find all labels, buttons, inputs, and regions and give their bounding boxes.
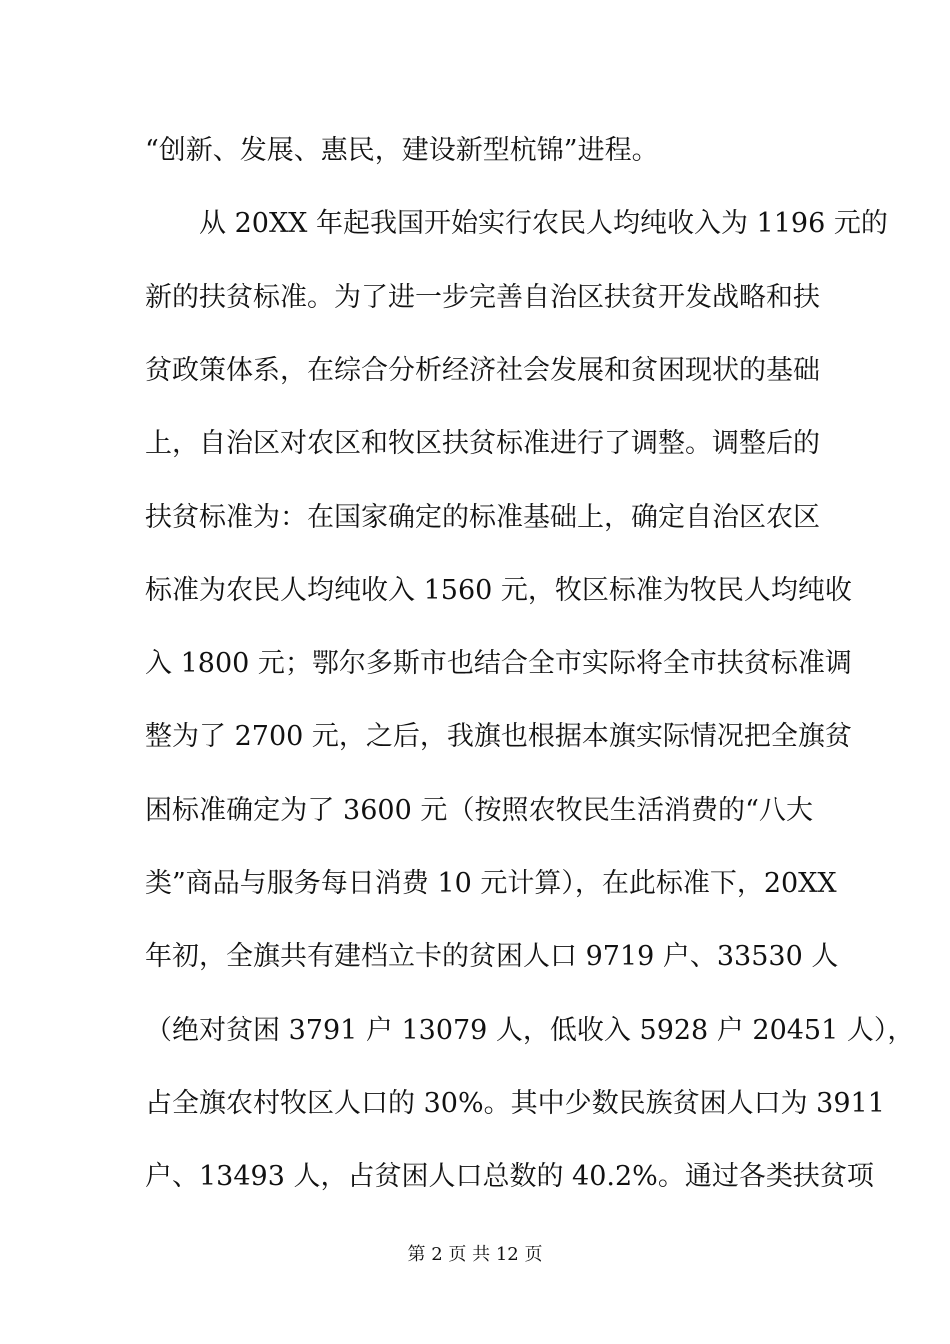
text-line-6: 扶贫标准为：在国家确定的标准基础上，确定自治区农区 <box>145 502 820 533</box>
text-line-1: “创新、发展、惠民，建设新型杭锦”进程。 <box>145 135 659 166</box>
text-line-11: 类”商品与服务每日消费 10 元计算），在此标准下，20XX <box>145 868 837 899</box>
text-line-12: 年初，全旗共有建档立卡的贫困人口 9719 户、33530 人 <box>145 941 839 972</box>
text-line-3: 新的扶贫标准。为了进一步完善自治区扶贫开发战略和扶 <box>145 282 820 313</box>
text-line-2: 从 20XX 年起我国开始实行农民人均纯收入为 1196 元的 <box>199 208 888 239</box>
text-line-8: 入 1800 元；鄂尔多斯市也结合全市实际将全市扶贫标准调 <box>145 648 852 679</box>
text-line-15: 户、13493 人，占贫困人口总数的 40.2%。通过各类扶贫项 <box>145 1161 874 1192</box>
text-line-5: 上，自治区对农区和牧区扶贫标准进行了调整。调整后的 <box>145 428 820 459</box>
text-line-7: 标准为农民人均纯收入 1560 元，牧区标准为牧民人均纯收 <box>145 575 852 606</box>
page-number-footer: 第 2 页 共 12 页 <box>407 1244 543 1265</box>
text-line-14: 占全旗农村牧区人口的 30%。其中少数民族贫困人口为 3911 <box>145 1088 885 1119</box>
text-line-4: 贫政策体系，在综合分析经济社会发展和贫困现状的基础 <box>145 355 820 386</box>
text-line-10: 困标准确定为了 3600 元（按照农牧民生活消费的“八大 <box>145 795 813 826</box>
text-line-13: （绝对贫困 3791 户 13079 人，低收入 5928 户 20451 人）， <box>145 1015 915 1046</box>
text-line-9: 整为了 2700 元，之后，我旗也根据本旗实际情况把全旗贫 <box>145 721 852 752</box>
